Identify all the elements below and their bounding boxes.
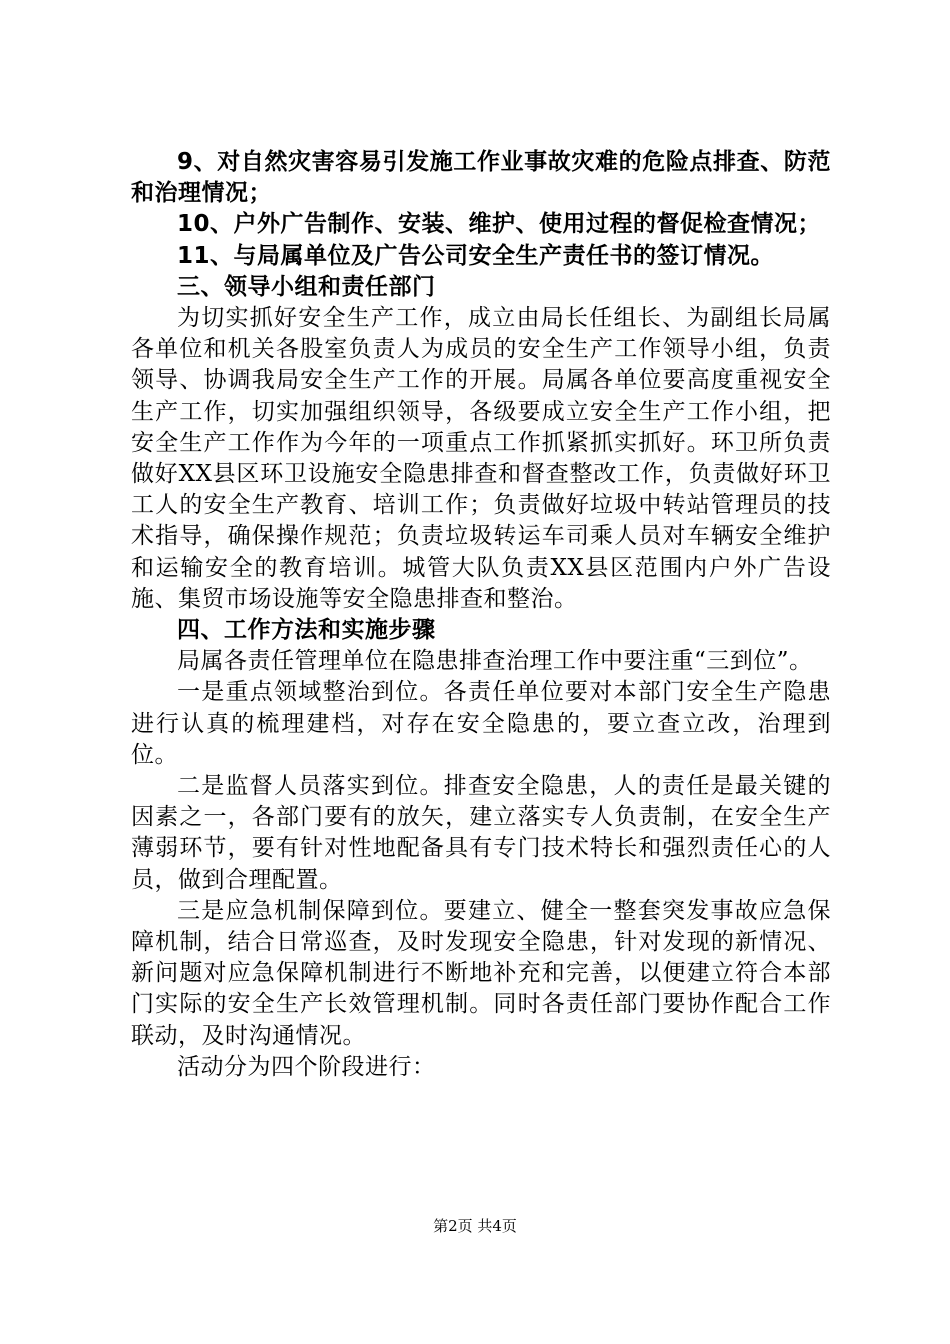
- page-footer: 第2页 共4页: [433, 1217, 517, 1235]
- paragraph: 9、对自然灾害容易引发施工作业事故灾难的危险点排查、防范和治理情况；: [131, 149, 831, 207]
- document-body: [131, 147, 831, 1083]
- section-heading: 四、工作方法和实施步骤: [177, 617, 436, 644]
- paragraph: 10、户外广告制作、安装、维护、使用过程的督促检查情况；: [177, 211, 822, 238]
- paragraph: 一是重点领域整治到位。各责任单位要对本部门安全生产隐患进行认真的梳理建档，对存在安全隐患的，要立查立改，治理到位。: [131, 679, 831, 768]
- paragraph: 为切实抓好安全生产工作，成立由局长任组长、为副组长局属各单位和机关各股室负责人为成员的安全生产工作领导小组，负责领导、协调我局安全生产工作的开展。局属各单位要高度重视安全生产工作，切实加强组织领导，各级要成立安全生产工作小组，把安全生产工作作为今年的一项重点工作抓紧抓实抓好。环卫所负责做好XX县区环卫设施安全隐患排查和督查整改工作，负责做好环卫工人的安全生产教育、培训工作；负责做好垃圾中转站管理员的技术指导，确保操作规范；负责垃圾转运车司乘人员对车辆安全维护和运输安全的教育培训。城管大队负责XX县区范围内户外广告设施、集贸市场设施等安全隐患排查和整治。: [131, 305, 831, 612]
- paragraph: 活动分为四个阶段进行：: [177, 1053, 436, 1080]
- section-heading: 三、领导小组和责任部门: [177, 273, 436, 300]
- paragraph: 局属各责任管理单位在隐患排查治理工作中要注重“三到位”。: [177, 648, 813, 675]
- paragraph: 三是应急机制保障到位。要建立、健全一整套突发事故应急保障机制，结合日常巡查，及时发现安全隐患，针对发现的新情况、新问题对应急保障机制进行不断地补充和完善，以便建立符合本部门实际的安全生产长效管理机制。同时各责任部门要协作配合工作联动，及时沟通情况。: [131, 897, 831, 1049]
- paragraph: 11、与局属单位及广告公司安全生产责任书的签订情况。: [177, 242, 775, 269]
- paragraph: 二是监督人员落实到位。排查安全隐患，人的责任是最关键的因素之一，各部门要有的放矢，建立落实专人负责制，在安全生产薄弱环节，要有针对性地配备具有专门技术特长和强烈责任心的人员，做到合理配置。: [131, 773, 831, 893]
